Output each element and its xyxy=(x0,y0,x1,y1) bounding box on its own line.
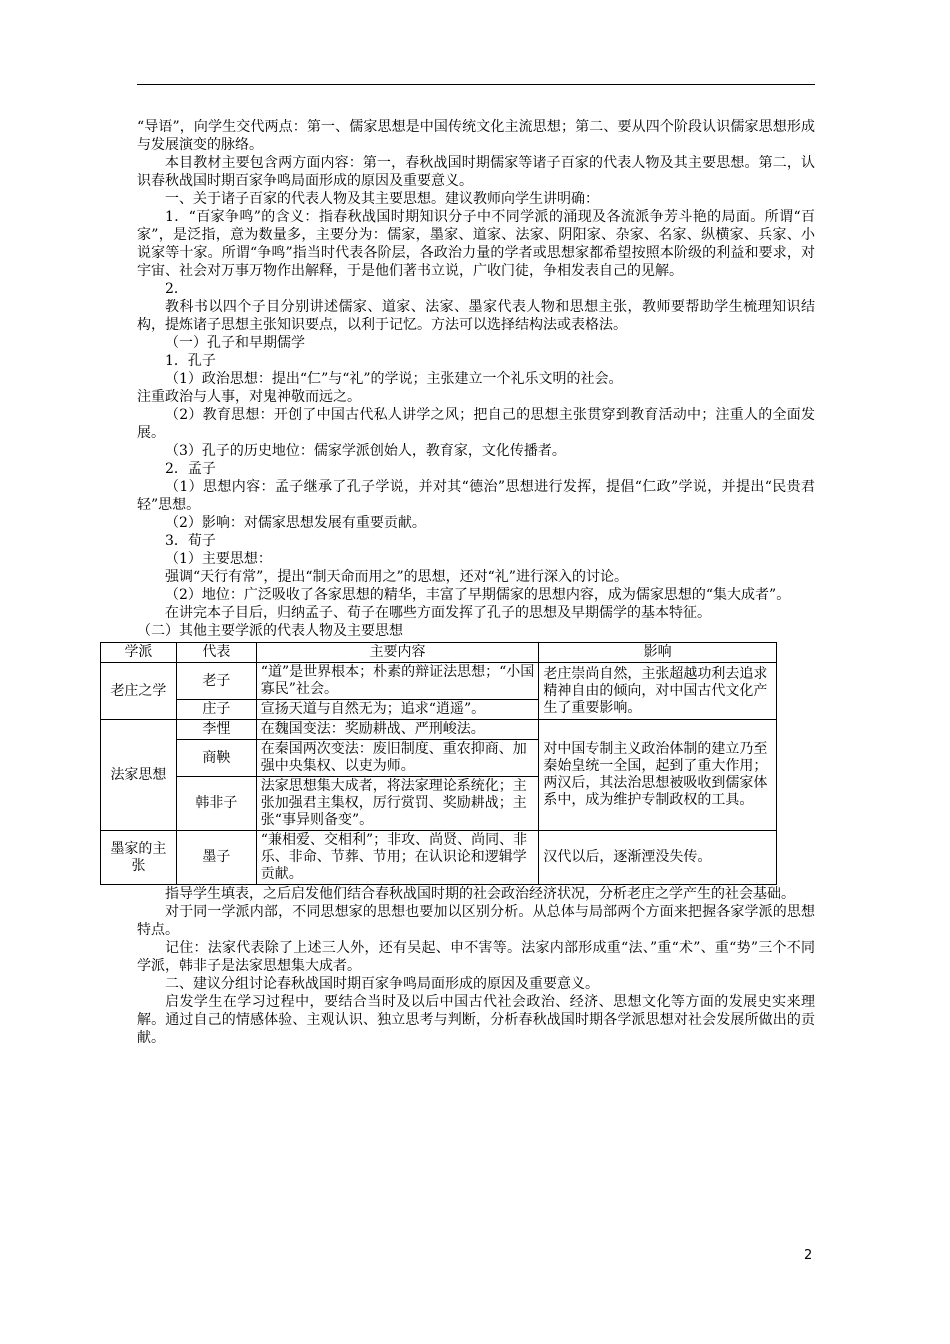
table-header-cell: 影响 xyxy=(539,643,777,663)
table-header-cell: 代表 xyxy=(176,643,256,663)
paragraph: （1）思想内容：孟子继承了孔子学说，并对其“德治”思想进行发挥，提倡“仁政”学说，并提出“民贵君轻”思想。 xyxy=(137,479,815,513)
paragraph: “导语”，向学生交代两点：第一、儒家思想是中国传统文化主流思想；第二、要从四个阶段认识儒家思想形成与发展演变的脉络。 xyxy=(137,119,815,153)
paragraph: 指导学生填表，之后启发他们结合春秋战国时期的社会政治经济状况，分析老庄之学产生的社会基础。 xyxy=(165,886,795,902)
representative-cell: 庄子 xyxy=(176,700,256,720)
paragraph: （2）教育思想：开创了中国古代私人讲学之风；把自己的思想主张贯穿到教育活动中；注重人的全面发展。 xyxy=(137,407,815,441)
paragraph: 二、建议分组讨论春秋战国时期百家争鸣局面形成的原因及重要意义。 xyxy=(165,976,599,992)
table-row xyxy=(101,720,777,740)
paragraph: （二）其他主要学派的代表人物及主要思想 xyxy=(137,623,403,639)
table-header-cell: 学派 xyxy=(101,643,177,663)
paragraph: 启发学生在学习过程中，要结合当时及以后中国古代社会政治、经济、思想文化等方面的发展史实来理解。通过自己的情感体验、主观认识、独立思考与判断，分析春秋战国时期各学派思想对社会发展所做出的贡献。 xyxy=(137,994,815,1046)
representative-cell: 李悝 xyxy=(176,720,256,740)
influence-cell: 对中国专制主义政治体制的建立乃至秦始皇统一全国，起到了重大作用；两汉后，其法治思想被吸收到儒家体系中，成为维护专制政权的工具。 xyxy=(539,720,777,831)
header-rule xyxy=(137,84,815,85)
table-row xyxy=(101,831,777,885)
content-cell: 在魏国变法：奖励耕战、严刑峻法。 xyxy=(256,720,539,740)
paragraph: （3）孔子的历史地位：儒家学派创始人，教育家，文化传播者。 xyxy=(165,443,566,459)
content-cell: 宣扬天道与自然无为；追求“逍遥”。 xyxy=(256,700,539,720)
school-cell: 老庄之学 xyxy=(101,663,177,720)
paragraph: 3．荀子 xyxy=(165,533,216,549)
paragraph: 2． xyxy=(165,281,188,297)
paragraph: 1．孔子 xyxy=(165,353,216,369)
paragraph: （1）政治思想：提出“仁”与“礼”的学说；主张建立一个礼乐文明的社会。 xyxy=(165,371,623,387)
paragraph: （一）孔子和早期儒学 xyxy=(165,335,305,351)
paragraph: 注重政治与人事，对鬼神敬而远之。 xyxy=(137,389,361,405)
influence-cell: 老庄崇尚自然，主张超越功利去追求精神自由的倾向，对中国古代文化产生了重要影响。 xyxy=(539,663,777,720)
paragraph: 1．“百家争鸣”的含义：指春秋战国时期知识分子中不同学派的涌现及各流派争芳斗艳的局面。所谓“百家”，是泛指，意为数量多，主要分为：儒家，墨家、道家、法家、阴阳家、杂家、名家、纵横家、兵家、小说家等十家。所谓“争鸣”指当时代表各阶层，各政治力量的学者或思想家都希望按照本阶级的利益和要求，对宇宙、社会对万事万物作出解释，于是他们著书立说，广收门徒，争相发表自己的见解。 xyxy=(137,209,815,279)
paragraph: 记住：法家代表除了上述三人外，还有吴起、申不害等。法家内部形成重“法、”重“术”、重“势”三个不同学派，韩非子是法家思想集大成者。 xyxy=(137,940,815,974)
representative-cell: 韩非子 xyxy=(176,777,256,831)
page-number: 2 xyxy=(804,1248,813,1263)
content-cell: 在秦国两次变法：废旧制度、重农抑商、加强中央集权、以吏为师。 xyxy=(256,740,539,777)
paragraph: 强调“天行有常”，提出“制天命而用之”的思想，还对“礼”进行深入的讨论。 xyxy=(165,569,628,585)
representative-cell: 墨子 xyxy=(176,831,256,885)
content-cell: “道”是世界根本；朴素的辩证法思想；“小国寡民”社会。 xyxy=(256,663,539,700)
representative-cell: 老子 xyxy=(176,663,256,700)
schools-table xyxy=(100,642,777,885)
paragraph: 本目教材主要包含两方面内容：第一，春秋战国时期儒家等诸子百家的代表人物及其主要思想。第二，认识春秋战国时期百家争鸣局面形成的原因及重要意义。 xyxy=(137,155,815,189)
content-cell: “兼相爱、交相利”；非攻、尚贤、尚同、非乐、非命、节葬、节用；在认识论和逻辑学贡献。 xyxy=(256,831,539,885)
table-header-row xyxy=(101,643,777,663)
top-paragraphs xyxy=(137,118,815,640)
school-cell: 墨家的主张 xyxy=(101,831,177,885)
document-body xyxy=(110,118,815,1047)
paragraph: 教科书以四个子目分别讲述儒家、道家、法家、墨家代表人物和思想主张，教师要帮助学生梳理知识结构，提炼诸子思想主张知识要点，以利于记忆。方法可以选择结构法或表格法。 xyxy=(137,299,815,333)
paragraph: 对于同一学派内部，不同思想家的思想也要加以区别分析。从总体与局部两个方面来把握各家学派的思想特点。 xyxy=(137,904,815,938)
representative-cell: 商鞅 xyxy=(176,740,256,777)
table-row xyxy=(101,663,777,700)
bottom-paragraphs xyxy=(137,885,815,1047)
paragraph: （2）影响：对儒家思想发展有重要贡献。 xyxy=(165,515,426,531)
school-cell: 法家思想 xyxy=(101,720,177,831)
paragraph: （1）主要思想： xyxy=(165,551,272,567)
content-cell: 法家思想集大成者，将法家理论系统化；主张加强君主集权，厉行赏罚、奖励耕战；主张“事异则备变”。 xyxy=(256,777,539,831)
paragraph: 在讲完本子目后，归纳孟子、荀子在哪些方面发挥了孔子的思想及早期儒学的基本特征。 xyxy=(165,605,711,621)
influence-cell: 汉代以后，逐渐湮没失传。 xyxy=(539,831,777,885)
table-header-cell: 主要内容 xyxy=(256,643,539,663)
paragraph: （2）地位：广泛吸收了各家思想的精华，丰富了早期儒家的思想内容，成为儒家思想的“集大成者”。 xyxy=(165,587,791,603)
paragraph: 一、关于诸子百家的代表人物及其主要思想。建议教师向学生讲明确： xyxy=(165,191,599,207)
paragraph: 2．孟子 xyxy=(165,461,216,477)
